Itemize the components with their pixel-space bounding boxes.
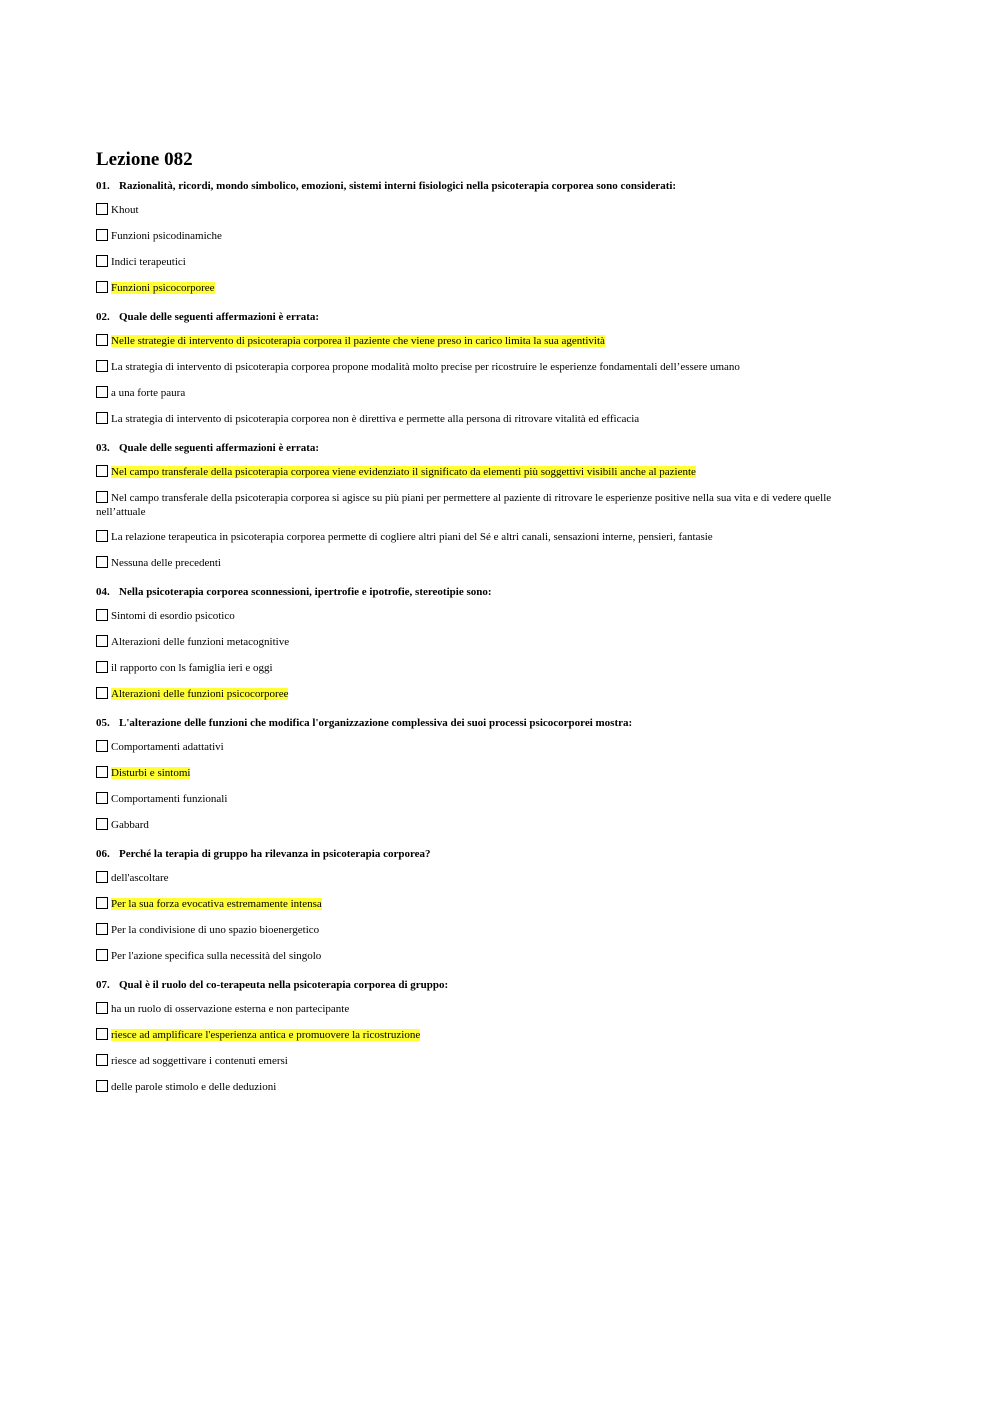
answer-text-highlighted: Alterazioni delle funzioni psicocorporee	[111, 688, 289, 700]
question-number: 06.	[96, 848, 110, 860]
answer-checkbox[interactable]	[96, 465, 108, 477]
answer-checkbox[interactable]	[96, 203, 108, 215]
question-number: 05.	[96, 717, 110, 729]
answer-option	[96, 687, 866, 702]
answer-option	[96, 923, 866, 938]
answer-text-highlighted: Nelle strategie di intervento di psicoterapia corporea il paziente che viene preso in carico limita la sua agentività	[111, 335, 605, 347]
answer-text: il rapporto con ls famiglia ieri e oggi	[111, 662, 273, 674]
answer-option	[96, 1080, 866, 1095]
answer-text: Funzioni psicodinamiche	[111, 230, 222, 242]
question-list	[96, 179, 866, 1095]
answer-checkbox[interactable]	[96, 530, 108, 542]
answer-text-highlighted: Nel campo transferale della psicoterapia corporea viene evidenziato il significato da elementi più soggettivi visibili anche al paziente	[111, 466, 696, 478]
answer-text: Sintomi di esordio psicotico	[111, 610, 235, 622]
answer-option	[96, 818, 866, 833]
question-label: Quale delle seguenti affermazioni è errata:	[119, 442, 320, 454]
answer-checkbox[interactable]	[96, 871, 108, 883]
answer-text: Per l'azione specifica sulla necessità del singolo	[111, 950, 322, 962]
question-label: L'alterazione delle funzioni che modifica l'organizzazione complessiva dei suoi processi psicocorporei mostra:	[119, 717, 633, 729]
answer-text: a una forte paura	[111, 387, 186, 399]
answer-checkbox[interactable]	[96, 1002, 108, 1014]
answer-text-highlighted: riesce ad amplificare l'esperienza antica e promuovere la ricostruzione	[111, 1029, 421, 1041]
question-text	[96, 179, 866, 193]
answer-option	[96, 740, 866, 755]
question-text	[96, 847, 866, 861]
answer-checkbox[interactable]	[96, 609, 108, 621]
answer-option	[96, 255, 866, 270]
answer-option	[96, 412, 866, 427]
question-text	[96, 585, 866, 599]
answer-option	[96, 281, 866, 296]
answer-text: Comportamenti funzionali	[111, 793, 228, 805]
answer-checkbox[interactable]	[96, 897, 108, 909]
question-number: 07.	[96, 979, 110, 991]
page-title: Lezione 082	[96, 149, 193, 170]
answer-option	[96, 556, 866, 571]
answer-option	[96, 465, 866, 480]
answer-text: La strategia di intervento di psicoterapia corporea propone modalità molto precise per ricostruire le esperienze fondamentali dell’essere umano	[111, 361, 740, 373]
answer-text: Gabbard	[111, 819, 149, 831]
answer-option	[96, 360, 866, 375]
question-block	[96, 179, 866, 296]
answer-option	[96, 1028, 866, 1043]
answer-text: Indici terapeutici	[111, 256, 186, 268]
answer-option	[96, 334, 866, 349]
answer-option	[96, 386, 866, 401]
question-text	[96, 978, 866, 992]
answer-option	[96, 609, 866, 624]
answer-checkbox[interactable]	[96, 412, 108, 424]
answer-checkbox[interactable]	[96, 229, 108, 241]
answer-checkbox[interactable]	[96, 491, 108, 503]
document-page	[96, 148, 866, 1109]
question-label: Perché la terapia di gruppo ha rilevanza in psicoterapia corporea?	[119, 848, 431, 860]
answer-text-highlighted: Disturbi e sintomi	[111, 767, 191, 779]
question-label: Qual è il ruolo del co-terapeuta nella psicoterapia corporea di gruppo:	[119, 979, 449, 991]
answer-option	[96, 229, 866, 244]
answer-text: delle parole stimolo e delle deduzioni	[111, 1081, 277, 1093]
answer-checkbox[interactable]	[96, 255, 108, 267]
answer-text: dell'ascoltare	[111, 872, 169, 884]
question-number: 03.	[96, 442, 110, 454]
answer-option	[96, 1002, 866, 1017]
answer-text: Khout	[111, 204, 139, 216]
answer-checkbox[interactable]	[96, 818, 108, 830]
question-label: Nella psicoterapia corporea sconnessioni, ipertrofie e ipotrofie, stereotipie sono:	[119, 586, 492, 598]
answer-option	[96, 871, 866, 886]
answer-text: Comportamenti adattativi	[111, 741, 224, 753]
answer-option	[96, 1054, 866, 1069]
answer-option	[96, 766, 866, 781]
answer-checkbox[interactable]	[96, 1054, 108, 1066]
answer-checkbox[interactable]	[96, 661, 108, 673]
answer-checkbox[interactable]	[96, 281, 108, 293]
answer-option	[96, 792, 866, 807]
answer-text: Per la condivisione di uno spazio bioenergetico	[111, 924, 320, 936]
answer-text: ha un ruolo di osservazione esterna e non partecipante	[111, 1003, 350, 1015]
answer-checkbox[interactable]	[96, 360, 108, 372]
answer-text: La strategia di intervento di psicoterapia corporea non è direttiva e permette alla persona di ritrovare vitalità ed efficacia	[111, 413, 640, 425]
answer-text: La relazione terapeutica in psicoterapia corporea permette di cogliere altri piani del Sé e altri canali, sensazioni interne, pensieri, fantasie	[111, 531, 713, 543]
answer-checkbox[interactable]	[96, 949, 108, 961]
answer-checkbox[interactable]	[96, 687, 108, 699]
answer-checkbox[interactable]	[96, 635, 108, 647]
answer-option	[96, 491, 866, 519]
answer-checkbox[interactable]	[96, 334, 108, 346]
question-label: Quale delle seguenti affermazioni è errata:	[119, 311, 320, 323]
question-block	[96, 585, 866, 702]
answer-checkbox[interactable]	[96, 1080, 108, 1092]
answer-option	[96, 661, 866, 676]
question-text	[96, 310, 866, 324]
answer-option	[96, 203, 866, 218]
question-text	[96, 716, 866, 730]
answer-checkbox[interactable]	[96, 556, 108, 568]
question-block	[96, 978, 866, 1095]
question-block	[96, 441, 866, 571]
question-label: Razionalità, ricordi, mondo simbolico, emozioni, sistemi interni fisiologici nella psicoterapia corporea sono considerati:	[119, 180, 677, 192]
answer-checkbox[interactable]	[96, 1028, 108, 1040]
question-number: 04.	[96, 586, 110, 598]
answer-text: Alterazioni delle funzioni metacognitive	[111, 636, 290, 648]
answer-text-highlighted: Funzioni psicocorporee	[111, 282, 215, 294]
answer-option	[96, 897, 866, 912]
question-block	[96, 310, 866, 427]
answer-option	[96, 635, 866, 650]
question-number: 02.	[96, 311, 110, 323]
answer-checkbox[interactable]	[96, 792, 108, 804]
answer-text: Nessuna delle precedenti	[111, 557, 221, 569]
answer-checkbox[interactable]	[96, 923, 108, 935]
answer-option	[96, 530, 866, 545]
question-block	[96, 847, 866, 964]
answer-text: Nel campo transferale della psicoterapia corporea si agisce su più piani per permettere al paziente di ritrovare le esperienze positive nella sua vita e di vedere quelle nell’attuale	[96, 492, 832, 518]
answer-checkbox[interactable]	[96, 766, 108, 778]
answer-text-highlighted: Per la sua forza evocativa estremamente intensa	[111, 898, 322, 910]
question-number: 01.	[96, 180, 110, 192]
answer-checkbox[interactable]	[96, 386, 108, 398]
question-text	[96, 441, 866, 455]
question-block	[96, 716, 866, 833]
answer-text: riesce ad soggettivare i contenuti emersi	[111, 1055, 288, 1067]
answer-checkbox[interactable]	[96, 740, 108, 752]
answer-option	[96, 949, 866, 964]
